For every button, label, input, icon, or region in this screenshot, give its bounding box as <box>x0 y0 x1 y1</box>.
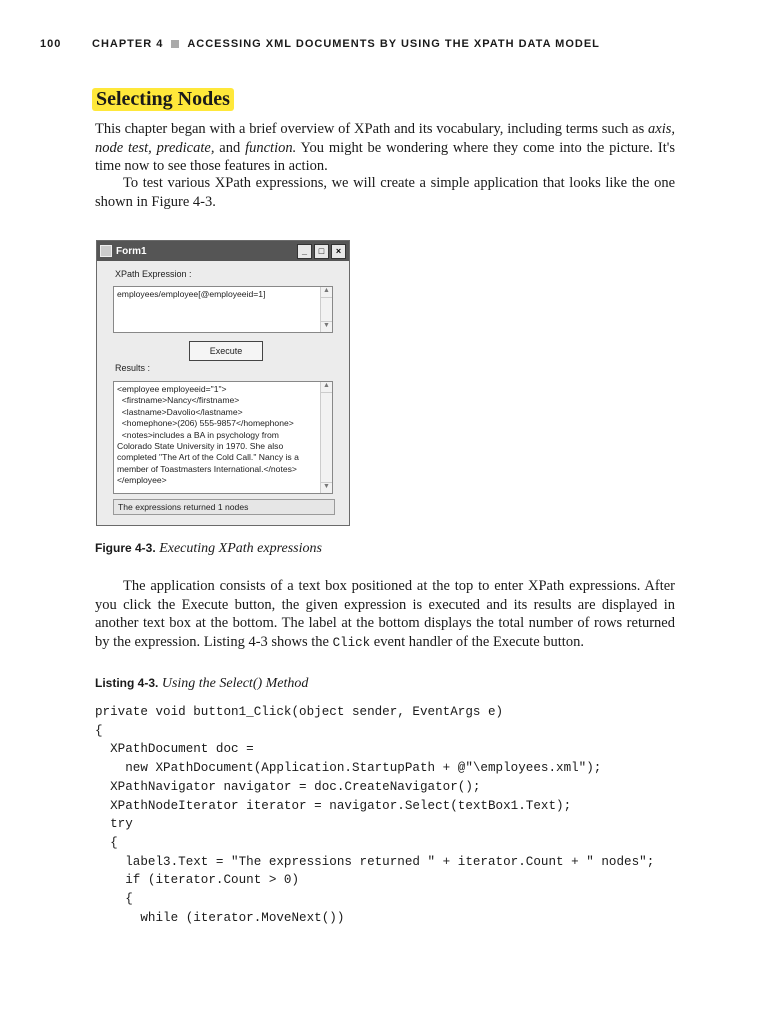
chapter-label: CHAPTER 4 <box>92 38 164 50</box>
code-listing: private void button1_Click(object sender, EventArgs e) { XPathDocument doc = new XPathDocument(Application.StartupPath + @"\employees.xml"); XPathNavigator navigator = doc.CreateNavigator(); XPathNodeIterator iterator = navigator.Select(textBox1.Text); try { label3.Text = "The expressions returned " + iterator.Count + " nodes"; if (iterator.Count > 0) { while (iterator.MoveNext()) <box>95 705 655 925</box>
figure-caption <box>95 541 322 557</box>
paragraph-text: This chapter began with a brief overview of XPath and its vocabulary, including terms such as <box>95 121 649 137</box>
chapter-heading <box>92 38 600 50</box>
paragraph-test: To test various XPath expressions, we will create a simple application that looks like the one shown in Figure 4-3. <box>95 175 675 210</box>
close-icon[interactable]: × <box>331 244 346 259</box>
results-textbox[interactable] <box>113 381 333 494</box>
paragraph-italic: function. <box>245 139 297 156</box>
page-number: 100 <box>40 38 62 50</box>
paragraph-text: event handler of the Execute button. <box>370 633 584 650</box>
paragraph-intro <box>95 120 675 176</box>
xpath-expression-label: XPath Expression : <box>115 269 192 279</box>
scroll-down-icon[interactable]: ▼ <box>321 482 332 493</box>
scroll-down-icon[interactable]: ▼ <box>321 321 332 332</box>
xpath-input[interactable] <box>113 286 333 333</box>
paragraph-description <box>95 577 675 652</box>
form-icon <box>100 245 112 257</box>
execute-button[interactable]: Execute <box>189 341 263 361</box>
scrollbar[interactable] <box>320 287 332 332</box>
running-header <box>40 38 728 50</box>
minimize-icon[interactable]: _ <box>297 244 312 259</box>
figure-caption-text: Executing XPath expressions <box>159 541 322 556</box>
results-label: Results : <box>115 363 151 373</box>
window-title: Form1 <box>116 245 147 257</box>
paragraph-text: You might be wondering where they come into the picture. It's time now to see those features in action. <box>95 139 675 174</box>
chapter-title: ACCESSING XML DOCUMENTS BY USING THE XPATH DATA MODEL <box>187 38 600 50</box>
form-window-figure <box>96 240 350 526</box>
scroll-up-icon[interactable]: ▲ <box>321 382 332 393</box>
listing-caption-label: Listing 4-3. <box>95 676 159 690</box>
inline-code: Click <box>332 635 371 650</box>
listing-caption <box>95 676 308 692</box>
paragraph-italic: axis, node test, predicate, <box>95 121 675 156</box>
paragraph-text: The application consists of a text box positioned at the top to enter XPath expressions. After you click the Execute button, the given expression is executed and its results are displayed in another text box at the bottom. The label at the bottom displays the total number of rows returned by the expression. Listing 4-3 shows the <box>95 578 675 650</box>
figure-caption-label: Figure 4-3. <box>95 541 156 555</box>
scroll-up-icon[interactable]: ▲ <box>321 287 332 298</box>
paragraph-text: and <box>214 139 246 156</box>
xpath-input-value: employees/employee[@employeeid=1] <box>117 289 266 299</box>
window-titlebar <box>97 241 349 261</box>
status-label: The expressions returned 1 nodes <box>113 499 335 515</box>
scrollbar[interactable] <box>320 382 332 493</box>
listing-caption-text: Using the Select() Method <box>161 676 309 691</box>
square-bullet-icon <box>171 40 179 48</box>
results-text: <employee employeeid="1"> <firstname>Nancy</firstname> <lastname>Davolio</lastname> <homephone>(206) 555-9857</homephone> <notes>includes a BA in psychology from Colorado State University in 1970. She also completed "The Art of the Cold Call." Nancy is a member of Toastmasters International.</notes> </employee> <box>117 384 299 486</box>
maximize-icon[interactable]: □ <box>314 244 329 259</box>
section-title: Selecting Nodes <box>92 88 234 111</box>
